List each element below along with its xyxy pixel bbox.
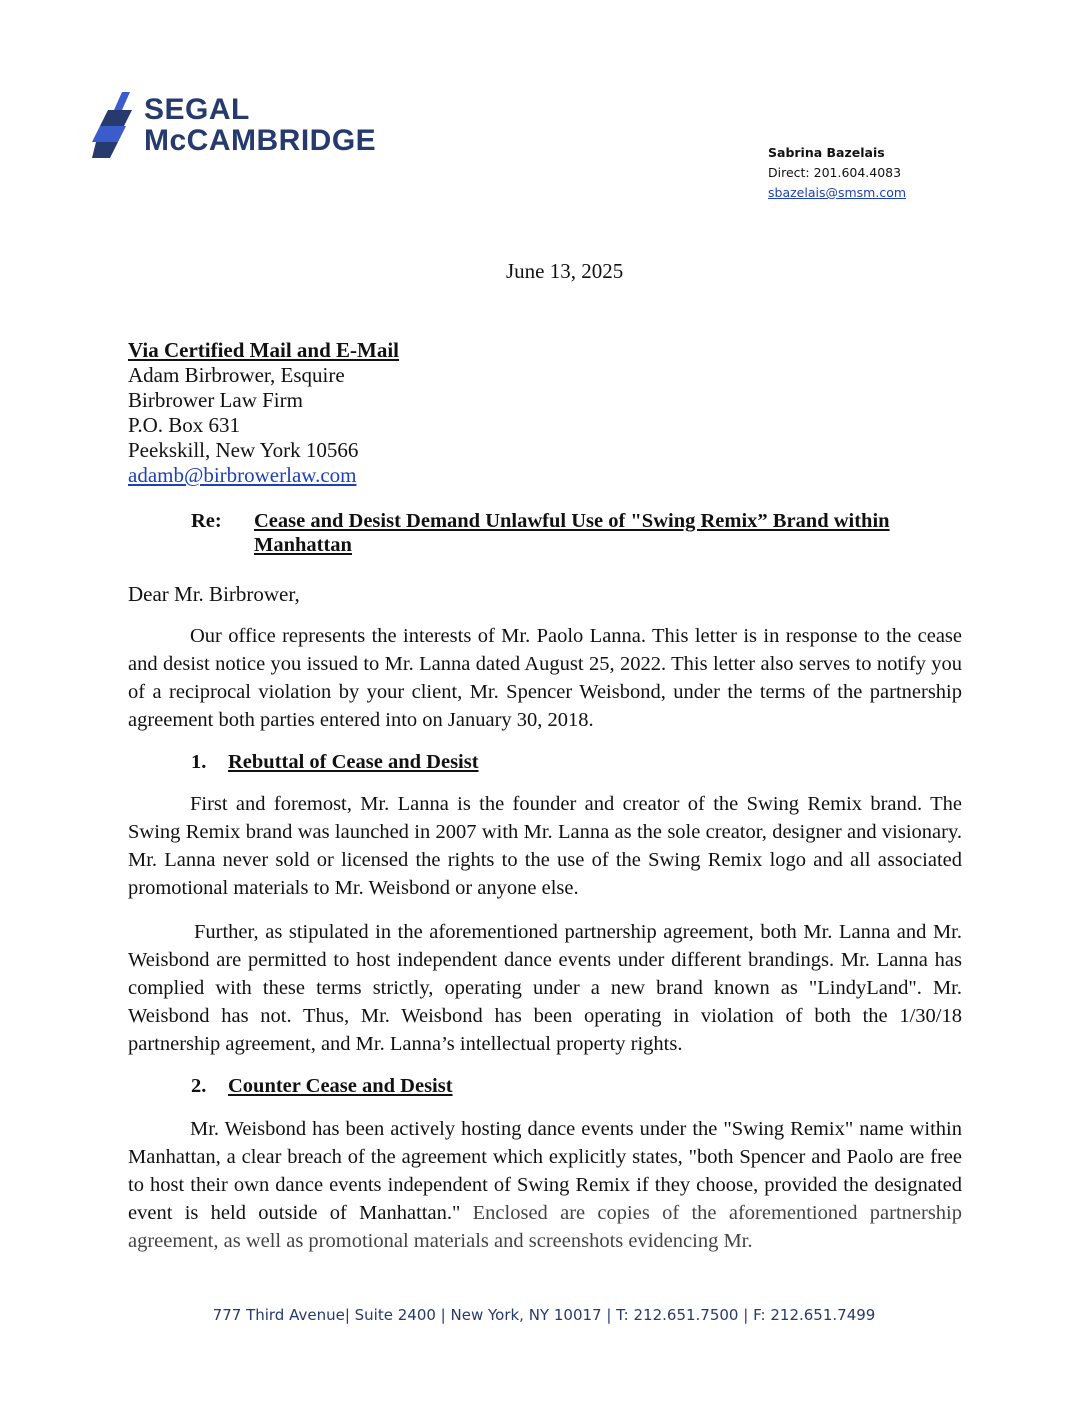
logo-line-1: SEGAL	[144, 93, 250, 126]
subject-line	[191, 509, 931, 557]
recipient-address	[128, 338, 399, 488]
section-title-1: Rebuttal of Cease and Desist	[228, 751, 479, 773]
paragraph-rebuttal-1	[128, 790, 962, 902]
subject-text: Cease and Desist Demand Unlawful Use of "Swing Remix” Brand within Manhattan	[254, 510, 890, 556]
section-title-2: Counter Cease and Desist	[228, 1075, 453, 1097]
sender-name: Sabrina Bazelais	[768, 145, 885, 160]
section-heading-1	[191, 751, 479, 774]
section-number-2: 2.	[191, 1075, 207, 1097]
paragraph-counter	[128, 1115, 962, 1255]
section-number-1: 1.	[191, 751, 207, 773]
paragraph-rebuttal-2	[128, 918, 962, 1058]
recipient-name: Adam Birbrower, Esquire	[128, 363, 345, 387]
paragraph-intro-text: Our office represents the interests of Mr. Paolo Lanna. This letter is in response to the cease and desist notice you issued to Mr. Lanna dated August 25, 2022. This letter also serves to notify you of a reciprocal violation by your client, Mr. Spencer Weisbond, under the terms of the partnership agreement both parties entered into on January 30, 2018.	[128, 625, 962, 731]
section-heading-2	[191, 1075, 453, 1098]
paragraph-rebuttal-1-text: First and foremost, Mr. Lanna is the founder and creator of the Swing Remix brand. The Swing Remix brand was launched in 2007 with Mr. Lanna as the sole creator, designer and visionary. Mr. Lanna never sold or licensed the rights to the use of the Swing Remix logo and all associated promotional materials to Mr. Weisbond or anyone else.	[128, 793, 962, 899]
paragraph-counter-enclosed: Enclosed are copies of the aforementioned partnership agreement, as well as promotional materials and screenshots evidencing Mr.	[128, 1202, 962, 1252]
recipient-email-link[interactable]: adamb@birbrowerlaw.com	[128, 463, 357, 487]
firm-logo	[92, 92, 376, 158]
salutation: Dear Mr. Birbrower,	[128, 582, 300, 606]
subject-label: Re:	[191, 510, 222, 532]
paragraph-counter-text: Mr. Weisbond has been actively hosting dance events under the "Swing Remix" name within Manhattan, a clear breach of the agreement which explicitly states, "both Spencer and Paolo are free to host their own dance events independent of Swing Remix if they choose, provided the designated event is held outside of Manhattan."	[128, 1118, 962, 1224]
recipient-box: P.O. Box 631	[128, 413, 241, 437]
sender-block	[768, 143, 906, 203]
delivery-method: Via Certified Mail and E-Mail	[128, 338, 400, 362]
recipient-firm: Birbrower Law Firm	[128, 388, 303, 412]
logo-line-2: McCAMBRIDGE	[144, 124, 377, 157]
letterhead-footer: 777 Third Avenue| Suite 2400 | New York, NY 10017 | T: 212.651.7500 | F: 212.651.7499	[212, 1306, 876, 1324]
sender-direct: Direct: 201.604.4083	[768, 165, 902, 180]
paragraph-intro	[128, 622, 962, 734]
firm-logo-mark	[92, 92, 134, 158]
sender-email-link[interactable]: sbazelais@smsm.com	[768, 185, 907, 200]
recipient-city: Peekskill, New York 10566	[128, 438, 359, 462]
letter-date: June 13, 2025	[506, 259, 624, 283]
paragraph-rebuttal-2-text: Further, as stipulated in the aforementioned partnership agreement, both Mr. Lanna and Mr. Weisbond are permitted to host independent dance events under different brandings. Mr. Lanna has complied with these terms strictly, operating under a new brand known as "LindyLand". Mr. Weisbond has not. Thus, Mr. Weisbond has been operating in violation of both the 1/30/18 partnership agreement, and Mr. Lanna’s intellectual property rights.	[128, 921, 962, 1055]
